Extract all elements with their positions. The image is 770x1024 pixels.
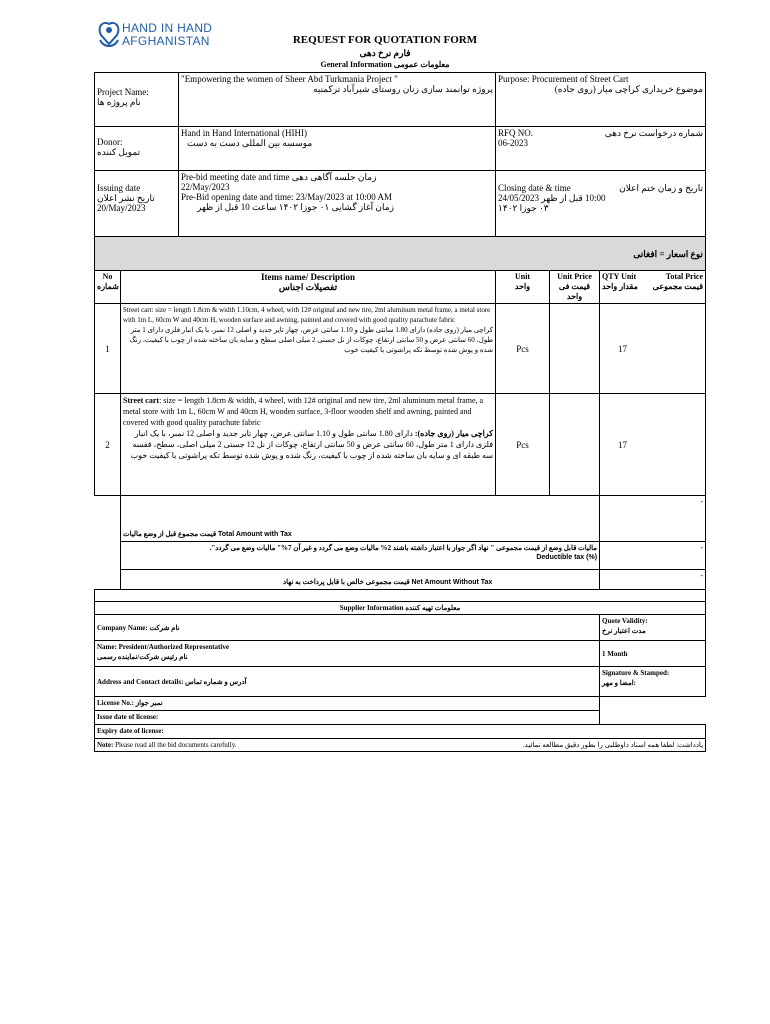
donor-value: Hand in Hand International (HIHI) موسسه بین المللی دست به دست [179, 127, 496, 171]
total-with-tax-label: قیمت مجموع قبل از وضع مالیات Total Amount with Tax [121, 496, 600, 542]
total-with-tax-value: - [600, 496, 706, 542]
deductible-tax-value: - [600, 542, 706, 570]
item-no: 2 [95, 394, 121, 496]
address-field[interactable]: Address and Contact details: آدرس و شماره تماس [95, 667, 600, 697]
deductible-tax-label: مالیات قابل وضع از قیمت مجموعی " نهاد اگر جواز با اعتبار داشته باشند 2% مالیات وضع می گردد و غیر آن 7%" مالیات وضع می گردد". Deductible tax (%) [121, 542, 600, 570]
currency-type: نوع اسعار = افغانی [95, 237, 706, 271]
item-no: 1 [95, 304, 121, 394]
col-unit: Unit واحد [496, 271, 550, 304]
logo-line-1: HAND IN HAND [122, 21, 213, 35]
item-unit-price[interactable] [550, 394, 600, 496]
item-unit: Pcs [496, 304, 550, 394]
company-name-field[interactable]: Company Name: نام شرکت [95, 615, 600, 641]
purpose-cell: Purpose: Procurement of Street Cart موضوع خریداری کراچی میار (روی جاده) [496, 73, 706, 127]
col-unit-price: Unit Price قیمت فی واحد [550, 271, 600, 304]
general-info-heading: General Information معلومات عمومی [320, 60, 450, 69]
net-amount-value: - [600, 570, 706, 590]
logo-line-2: AFGHANISTAN [122, 34, 210, 48]
closing-date-cell: Closing date & time تاریخ و زمان ختم اعلان 10:00 قبل از ظهر 24/05/2023 ۰۳ جوزا ۱۴۰۲ [496, 171, 706, 237]
col-no: No شماره [95, 271, 121, 304]
license-expiry-date-field[interactable]: Expiry date of license: [95, 725, 706, 739]
form-title: REQUEST FOR QUOTATION FORM [292, 34, 478, 46]
note-row: Note: Please read all the bid documents carefully. یادداشت: لطفا همه اسناد داوطلبی را بطور دقیق مطالعه نمائید. [95, 739, 706, 752]
table-row [95, 394, 706, 496]
item-qty: 17 [600, 394, 706, 496]
item-unit-price[interactable] [550, 304, 600, 394]
col-qty: QTY Unit [602, 272, 637, 281]
donor-label-cell: Donor: تمویل کننده [95, 127, 179, 171]
form-subtitle-fa: فارم نرخ دهی [359, 48, 411, 58]
license-field[interactable]: License No.: نمبر جواز [95, 697, 600, 711]
col-total-price: QTY Unit Total Price مقدار واحد قیمت مجموعی [600, 271, 706, 304]
item-unit: Pcs [496, 394, 550, 496]
president-field[interactable]: Name: President/Authorized Representative نام رئیس شرکت/نماینده رسمی [95, 641, 600, 667]
quote-validity-value: 1 Month [600, 641, 706, 667]
project-name-value: "Empowering the women of Sheer Abd Turkmania Project " پروژه توانمند سازی زنان روستای شیرآباد ترکمنیه [179, 73, 496, 127]
signature-field[interactable]: Signature & Stamped: امضا و مهر: [600, 667, 706, 697]
item-qty: 17 [600, 304, 706, 394]
prebid-cell: Pre-bid meeting date and time زمان جلسه آگاهی دهی 22/May/2023 Pre-Bid opening date and time: 23/May/2023 at 10:00 AM زمان آغاز گشایی ۰۱ جوزا ۱۴۰۲ ساعت 10 قبل از ظهر [179, 171, 496, 237]
col-description: Items name/ Description تفصیلات اجناس [121, 271, 496, 304]
rfq-number-cell: RFQ NO. شماره درخواست نرخ دهی 06-2023 [496, 127, 706, 171]
license-issue-date-field[interactable]: Issue date of license: [95, 711, 600, 725]
item-description: Street cart: size = length 1.8cm & width 1.10cm, 4 wheel, with 12# original and new tire, 2ml aluminum metal frame, a metal store with 1m L, 60cm W and 40cm H, wooden surface and awning, painted and covered with good quality parachute fabric کراچی میار (روی جاده) دارای 1.80 سانتی طول و 1.10 سانتی عرض، چهار تایر جدید و اصلی 12 نمبر، با یک انبار فلزی دارای 1 متر طول، 60 سانتی عرض و 50 سانتی ارتفاع، چوکات از نل جستی 2 میلی اصلی سطح و سایه بان ساخته شده از چوب با کیفیت، رنگ شده و پوش شده توسط تکه پراشوتی با کیفیت خوب [121, 304, 496, 394]
quote-validity-cell: Quote Validity: مدت اعتبار نرخ [600, 615, 706, 641]
net-amount-label: قیمت مجموعی خالص با قابل پرداخت به نهاد Net Amount Without Tax [121, 570, 600, 590]
supplier-info-heading: Supplier Information معلومات تهیه کننده [95, 602, 706, 615]
item-description: Street cart: size = length 1.8cm & width, 4 wheel, with 12# original and new tire, 2ml aluminum metal frame, a metal store with 1m L, 60cm W and 40cm H, wooden surface, 3-floor wooden shelf and awning, painted and covered with good quality parachute fabric کراچی میار (روی جاده): دارای 1.80 سانتی طول و 1.10 سانتی عرض، چهار تایر جدید و اصلی 12 نمبر، با یک انبار فلزی دارای 1 متر طول، 60 سانتی عرض و 50 سانتی ارتفاع، چوکات از نل 12 جستی 2 میلی اصلی، سطح، قفسه سه طبقه ای و سایه بان ساخته شده از چوب با کیفیت، رنگ شده و پوش شده توسط تکه پراشوتی با کیفیت خوب [121, 394, 496, 496]
rfq-form-table [94, 72, 706, 752]
table-row [95, 304, 706, 394]
issuing-date-cell: Issuing date تاریخ نشر اعلان 20/May/2023 [95, 171, 179, 237]
project-name-label-cell: Project Name: نام پروژه ها [95, 73, 179, 127]
